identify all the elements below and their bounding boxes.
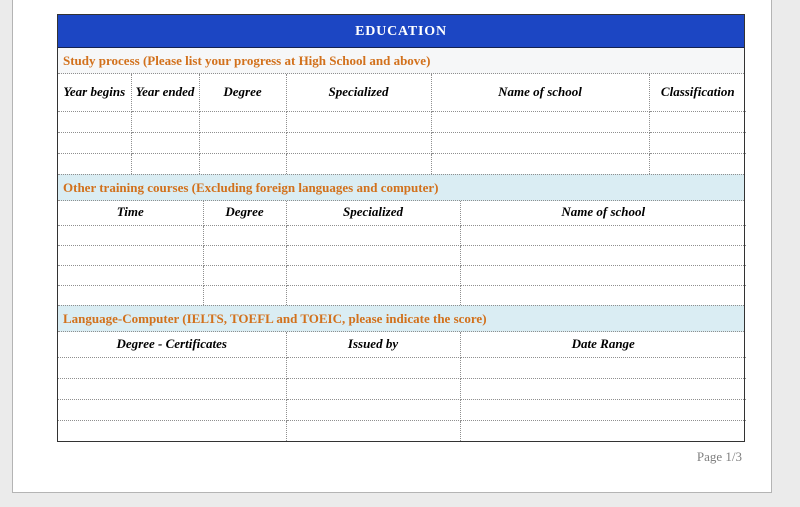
table-cell[interactable] [286, 245, 460, 265]
table-cell[interactable] [431, 132, 649, 153]
table-cell[interactable] [203, 285, 286, 305]
column-header-specialized: Specialized [286, 74, 431, 111]
table-cell[interactable] [649, 111, 746, 132]
table-cell[interactable] [286, 420, 460, 441]
table-cell[interactable] [131, 111, 199, 132]
table-row [58, 153, 746, 174]
section-heading-other-training: Other training courses (Excluding foreign languages and computer) [58, 174, 744, 201]
table-header-row [58, 332, 746, 357]
table-cell[interactable] [286, 111, 431, 132]
table-cell[interactable] [199, 111, 286, 132]
table-row [58, 111, 746, 132]
column-header-date-range: Date Range [460, 332, 746, 357]
table-row [58, 265, 746, 285]
table-cell[interactable] [460, 265, 746, 285]
table-cell[interactable] [431, 153, 649, 174]
table-cell[interactable] [460, 378, 746, 399]
form-title: EDUCATION [355, 24, 447, 39]
table-cell[interactable] [131, 132, 199, 153]
column-header-issued-by: Issued by [286, 332, 460, 357]
page-number: Page 1/3 [696, 449, 742, 464]
table-cell[interactable] [649, 132, 746, 153]
table-cell[interactable] [460, 245, 746, 265]
table-cell[interactable] [460, 420, 746, 441]
table-row [58, 132, 746, 153]
other-training-table [58, 201, 746, 305]
table-cell[interactable] [286, 132, 431, 153]
table-cell[interactable] [58, 357, 286, 378]
table-header-row [58, 74, 746, 111]
table-cell[interactable] [58, 285, 203, 305]
table-cell[interactable] [58, 399, 286, 420]
table-row [58, 225, 746, 245]
table-cell[interactable] [58, 265, 203, 285]
table-cell[interactable] [203, 245, 286, 265]
table-cell[interactable] [203, 225, 286, 245]
table-cell[interactable] [460, 399, 746, 420]
table-cell[interactable] [58, 420, 286, 441]
table-cell[interactable] [199, 153, 286, 174]
section-heading-study-process: Study process (Please list your progress at High School and above) [58, 48, 744, 74]
table-cell[interactable] [58, 153, 131, 174]
table-cell[interactable] [286, 225, 460, 245]
table-cell[interactable] [286, 399, 460, 420]
table-cell[interactable] [286, 153, 431, 174]
table-row [58, 420, 746, 441]
table-header-row [58, 201, 746, 225]
column-header-degree: Degree [203, 201, 286, 225]
table-row [58, 285, 746, 305]
table-cell[interactable] [58, 245, 203, 265]
table-cell[interactable] [460, 285, 746, 305]
table-row [58, 399, 746, 420]
table-row [58, 378, 746, 399]
table-cell[interactable] [199, 132, 286, 153]
column-header-year-ended: Year ended [131, 74, 199, 111]
table-row [58, 245, 746, 265]
table-cell[interactable] [58, 111, 131, 132]
table-cell[interactable] [58, 378, 286, 399]
table-cell[interactable] [460, 225, 746, 245]
table-cell[interactable] [286, 285, 460, 305]
language-computer-table [58, 332, 746, 441]
table-cell[interactable] [431, 111, 649, 132]
column-header-name-of-school: Name of school [431, 74, 649, 111]
column-header-specialized: Specialized [286, 201, 460, 225]
table-cell[interactable] [58, 225, 203, 245]
table-cell[interactable] [203, 265, 286, 285]
table-cell[interactable] [286, 378, 460, 399]
form-title-bar [58, 15, 744, 48]
column-header-time: Time [58, 201, 203, 225]
column-header-degree: Degree [199, 74, 286, 111]
table-cell[interactable] [286, 265, 460, 285]
study-process-table [58, 74, 746, 174]
column-header-degree-certificates: Degree - Certificates [58, 332, 286, 357]
document-page [12, 0, 772, 493]
column-header-classification: Classification [649, 74, 746, 111]
column-header-name-of-school: Name of school [460, 201, 746, 225]
table-cell[interactable] [58, 132, 131, 153]
table-cell[interactable] [286, 357, 460, 378]
table-row [58, 357, 746, 378]
column-header-year-begins: Year begins [58, 74, 131, 111]
table-cell[interactable] [460, 357, 746, 378]
table-cell[interactable] [649, 153, 746, 174]
table-cell[interactable] [131, 153, 199, 174]
education-form [57, 14, 745, 442]
section-heading-language-computer: Language-Computer (IELTS, TOEFL and TOEIC, please indicate the score) [58, 305, 744, 332]
